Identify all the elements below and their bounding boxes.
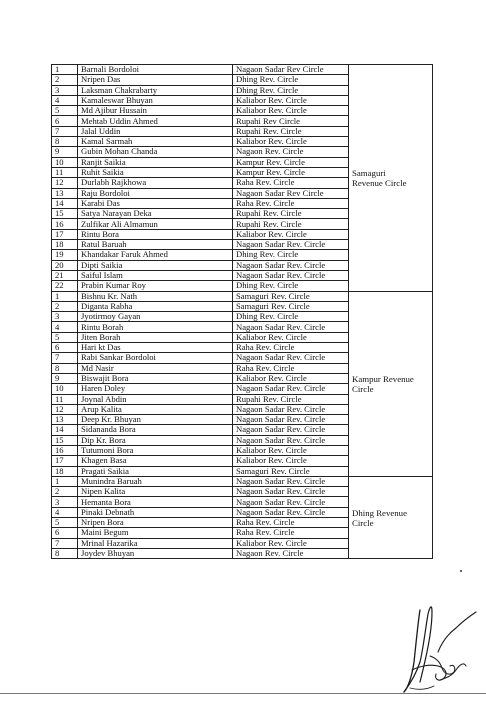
staff-name-cell: Haren Doley [78, 384, 233, 394]
current-circle-cell: Rupahi Rev. Circle [233, 219, 349, 229]
serial-number-cell: 12 [52, 404, 78, 414]
serial-number-cell: 1 [52, 65, 78, 75]
staff-name-cell: Rabi Sankar Bordoloi [78, 353, 233, 363]
serial-number-cell: 18 [52, 240, 78, 250]
stray-mark [460, 570, 462, 572]
staff-name-cell: Joydev Bhuyan [78, 548, 233, 558]
current-circle-cell: Nagaon Sadar Rev. Circle [233, 507, 349, 517]
staff-name-cell: Diganta Rabha [78, 301, 233, 311]
serial-number-cell: 16 [52, 219, 78, 229]
staff-name-cell: Laksman Chakrabarty [78, 85, 233, 95]
posting-circle-label-line: Circle [352, 517, 374, 528]
staff-name-cell: Md Nasir [78, 363, 233, 373]
current-circle-cell: Kampur Rev. Circle [233, 167, 349, 177]
staff-name-cell: Maini Begum [78, 528, 233, 538]
table-row [52, 65, 433, 75]
current-circle-cell: Nagaon Sadar Rev. Circle [233, 384, 349, 394]
serial-number-cell: 8 [52, 137, 78, 147]
staff-name-cell: Mrinal Hazarika [78, 538, 233, 548]
serial-number-cell: 13 [52, 188, 78, 198]
current-circle-cell: Raha Rev. Circle [233, 198, 349, 208]
staff-name-cell: Prabin Kumar Roy [78, 281, 233, 291]
current-circle-cell: Nagaon Rev. Circle [233, 548, 349, 558]
serial-number-cell: 2 [52, 75, 78, 85]
serial-number-cell: 10 [52, 384, 78, 394]
serial-number-cell: 4 [52, 507, 78, 517]
current-circle-cell: Nagaon Sadar Rev. Circle [233, 497, 349, 507]
current-circle-cell: Nagaon Sadar Rev. Circle [233, 270, 349, 280]
serial-number-cell: 3 [52, 85, 78, 95]
current-circle-cell: Raha Rev. Circle [233, 343, 349, 353]
serial-number-cell: 11 [52, 394, 78, 404]
serial-number-cell: 9 [52, 373, 78, 383]
current-circle-cell: Rupahi Rev. Circle [233, 394, 349, 404]
serial-number-cell: 2 [52, 301, 78, 311]
staff-name-cell: Ranjit Saikia [78, 157, 233, 167]
serial-number-cell: 14 [52, 425, 78, 435]
current-circle-cell: Dhing Rev. Circle [233, 75, 349, 85]
current-circle-cell: Samaguri Rev. Circle [233, 466, 349, 476]
current-circle-cell: Dhing Rev. Circle [233, 312, 349, 322]
current-circle-cell: Kampur Rev. Circle [233, 157, 349, 167]
current-circle-cell: Kaliabor Rev. Circle [233, 445, 349, 455]
current-circle-cell: Nagaon Sadar Rev. Circle [233, 476, 349, 486]
serial-number-cell: 18 [52, 466, 78, 476]
staff-name-cell: Nripen Das [78, 75, 233, 85]
posting-circle-label-line: Kampur Revenue [352, 373, 414, 384]
staff-name-cell: Munindra Baruah [78, 476, 233, 486]
current-circle-cell: Nagaon Sadar Rev. Circle [233, 435, 349, 445]
serial-number-cell: 8 [52, 548, 78, 558]
serial-number-cell: 13 [52, 415, 78, 425]
staff-name-cell: Jyotirmoy Gayan [78, 312, 233, 322]
current-circle-cell: Samaguri Rev. Circle [233, 291, 349, 301]
serial-number-cell: 6 [52, 528, 78, 538]
serial-number-cell: 15 [52, 435, 78, 445]
allocation-table-body [52, 65, 433, 559]
serial-number-cell: 11 [52, 167, 78, 177]
staff-name-cell: Md Ajibur Hussain [78, 106, 233, 116]
staff-name-cell: Khandakar Faruk Ahmed [78, 250, 233, 260]
staff-name-cell: Ratul Baruah [78, 240, 233, 250]
current-circle-cell: Nagaon Sadar Rev Circle [233, 65, 349, 75]
staff-name-cell: Durlabh Rajkhowa [78, 178, 233, 188]
posting-circle-label-line: Dhing Revenue [352, 507, 407, 518]
current-circle-cell: Rupahi Rev. Circle [233, 126, 349, 136]
staff-name-cell: Tutumoni Bora [78, 445, 233, 455]
staff-name-cell: Mehtab Uddin Ahmed [78, 116, 233, 126]
staff-name-cell: Zulfikar Ali Almamun [78, 219, 233, 229]
current-circle-cell: Dhing Rev. Circle [233, 250, 349, 260]
current-circle-cell: Nagaon Sadar Rev. Circle [233, 487, 349, 497]
posting-circle-cell [349, 65, 433, 292]
staff-name-cell: Satya Narayan Deka [78, 209, 233, 219]
posting-circle-label-line: Revenue Circle [352, 177, 407, 188]
staff-name-cell: Dip Kr. Bora [78, 435, 233, 445]
serial-number-cell: 2 [52, 487, 78, 497]
serial-number-cell: 6 [52, 116, 78, 126]
current-circle-cell: Nagaon Sadar Rev. Circle [233, 415, 349, 425]
current-circle-cell: Rupahi Rev Circle [233, 116, 349, 126]
table-row [52, 476, 433, 486]
staff-name-cell: Sidananda Bora [78, 425, 233, 435]
serial-number-cell: 7 [52, 538, 78, 548]
serial-number-cell: 9 [52, 147, 78, 157]
serial-number-cell: 3 [52, 312, 78, 322]
current-circle-cell: Raha Rev. Circle [233, 178, 349, 188]
allocation-table [51, 64, 433, 559]
current-circle-cell: Raha Rev. Circle [233, 518, 349, 528]
staff-name-cell: Rintu Borah [78, 322, 233, 332]
staff-name-cell: Biswajit Bora [78, 373, 233, 383]
serial-number-cell: 7 [52, 126, 78, 136]
current-circle-cell: Dhing Rev. Circle [233, 85, 349, 95]
table-row [52, 291, 433, 301]
current-circle-cell: Nagaon Sadar Rev. Circle [233, 404, 349, 414]
serial-number-cell: 19 [52, 250, 78, 260]
current-circle-cell: Kaliabor Rev. Circle [233, 106, 349, 116]
serial-number-cell: 3 [52, 497, 78, 507]
current-circle-cell: Kaliabor Rev. Circle [233, 332, 349, 342]
staff-name-cell: Saiful Islam [78, 270, 233, 280]
posting-circle-cell [349, 291, 433, 476]
staff-name-cell: Gubin Mohan Chanda [78, 147, 233, 157]
staff-name-cell: Hari kt Das [78, 343, 233, 353]
current-circle-cell: Nagaon Sadar Rev. Circle [233, 322, 349, 332]
current-circle-cell: Raha Rev. Circle [233, 528, 349, 538]
signature-image [390, 592, 478, 698]
page-bottom-rule [0, 693, 486, 694]
staff-name-cell: Ruhit Saikia [78, 167, 233, 177]
staff-name-cell: Arup Kalita [78, 404, 233, 414]
current-circle-cell: Rupahi Rev. Circle [233, 209, 349, 219]
current-circle-cell: Raha Rev. Circle [233, 363, 349, 373]
serial-number-cell: 8 [52, 363, 78, 373]
serial-number-cell: 15 [52, 209, 78, 219]
staff-name-cell: Nripen Bora [78, 518, 233, 528]
staff-name-cell: Jalal Uddin [78, 126, 233, 136]
staff-name-cell: Jiten Borah [78, 332, 233, 342]
current-circle-cell: Kaliabor Rev. Circle [233, 538, 349, 548]
posting-circle-cell [349, 476, 433, 558]
staff-name-cell: Deep Kr. Bhuyan [78, 415, 233, 425]
posting-circle-label-line: Samaguri [352, 167, 386, 178]
serial-number-cell: 5 [52, 518, 78, 528]
serial-number-cell: 16 [52, 445, 78, 455]
staff-name-cell: Kamaleswar Bhuyan [78, 95, 233, 105]
serial-number-cell: 17 [52, 456, 78, 466]
serial-number-cell: 20 [52, 260, 78, 270]
current-circle-cell: Nagaon Sadar Rev. Circle [233, 353, 349, 363]
serial-number-cell: 14 [52, 198, 78, 208]
current-circle-cell: Kaliabor Rev. Circle [233, 95, 349, 105]
current-circle-cell: Kaliabor Rev. Circle [233, 137, 349, 147]
staff-name-cell: Karabi Das [78, 198, 233, 208]
serial-number-cell: 21 [52, 270, 78, 280]
serial-number-cell: 4 [52, 322, 78, 332]
current-circle-cell: Dhing Rev. Circle [233, 281, 349, 291]
current-circle-cell: Nagaon Sadar Rev. Circle [233, 240, 349, 250]
staff-name-cell: Hemanta Bora [78, 497, 233, 507]
staff-name-cell: Khagen Basa [78, 456, 233, 466]
serial-number-cell: 5 [52, 106, 78, 116]
serial-number-cell: 6 [52, 343, 78, 353]
serial-number-cell: 12 [52, 178, 78, 188]
serial-number-cell: 22 [52, 281, 78, 291]
serial-number-cell: 1 [52, 476, 78, 486]
current-circle-cell: Nagaon Sadar Rev. Circle [233, 425, 349, 435]
serial-number-cell: 7 [52, 353, 78, 363]
staff-name-cell: Barnali Bordoloi [78, 65, 233, 75]
staff-name-cell: Kamal Sarmah [78, 137, 233, 147]
staff-name-cell: Dipti Saikia [78, 260, 233, 270]
serial-number-cell: 17 [52, 229, 78, 239]
serial-number-cell: 10 [52, 157, 78, 167]
current-circle-cell: Samaguri Rev. Circle [233, 301, 349, 311]
current-circle-cell: Nagaon Sadar Rev Circle [233, 188, 349, 198]
current-circle-cell: Kaliabor Rev. Circle [233, 456, 349, 466]
staff-name-cell: Pinaki Debnath [78, 507, 233, 517]
current-circle-cell: Nagaon Sadar Rev. Circle [233, 260, 349, 270]
posting-circle-label-line: Circle [352, 383, 374, 394]
current-circle-cell: Nagaon Rev. Circle [233, 147, 349, 157]
staff-name-cell: Bishnu Kr. Nath [78, 291, 233, 301]
serial-number-cell: 5 [52, 332, 78, 342]
staff-name-cell: Raju Bordoloi [78, 188, 233, 198]
staff-name-cell: Nipen Kalita [78, 487, 233, 497]
staff-name-cell: Joynal Abdin [78, 394, 233, 404]
serial-number-cell: 4 [52, 95, 78, 105]
current-circle-cell: Kaliabor Rev. Circle [233, 373, 349, 383]
serial-number-cell: 1 [52, 291, 78, 301]
staff-name-cell: Rintu Bora [78, 229, 233, 239]
current-circle-cell: Kaliabor Rev. Circle [233, 229, 349, 239]
staff-name-cell: Pragati Saikia [78, 466, 233, 476]
